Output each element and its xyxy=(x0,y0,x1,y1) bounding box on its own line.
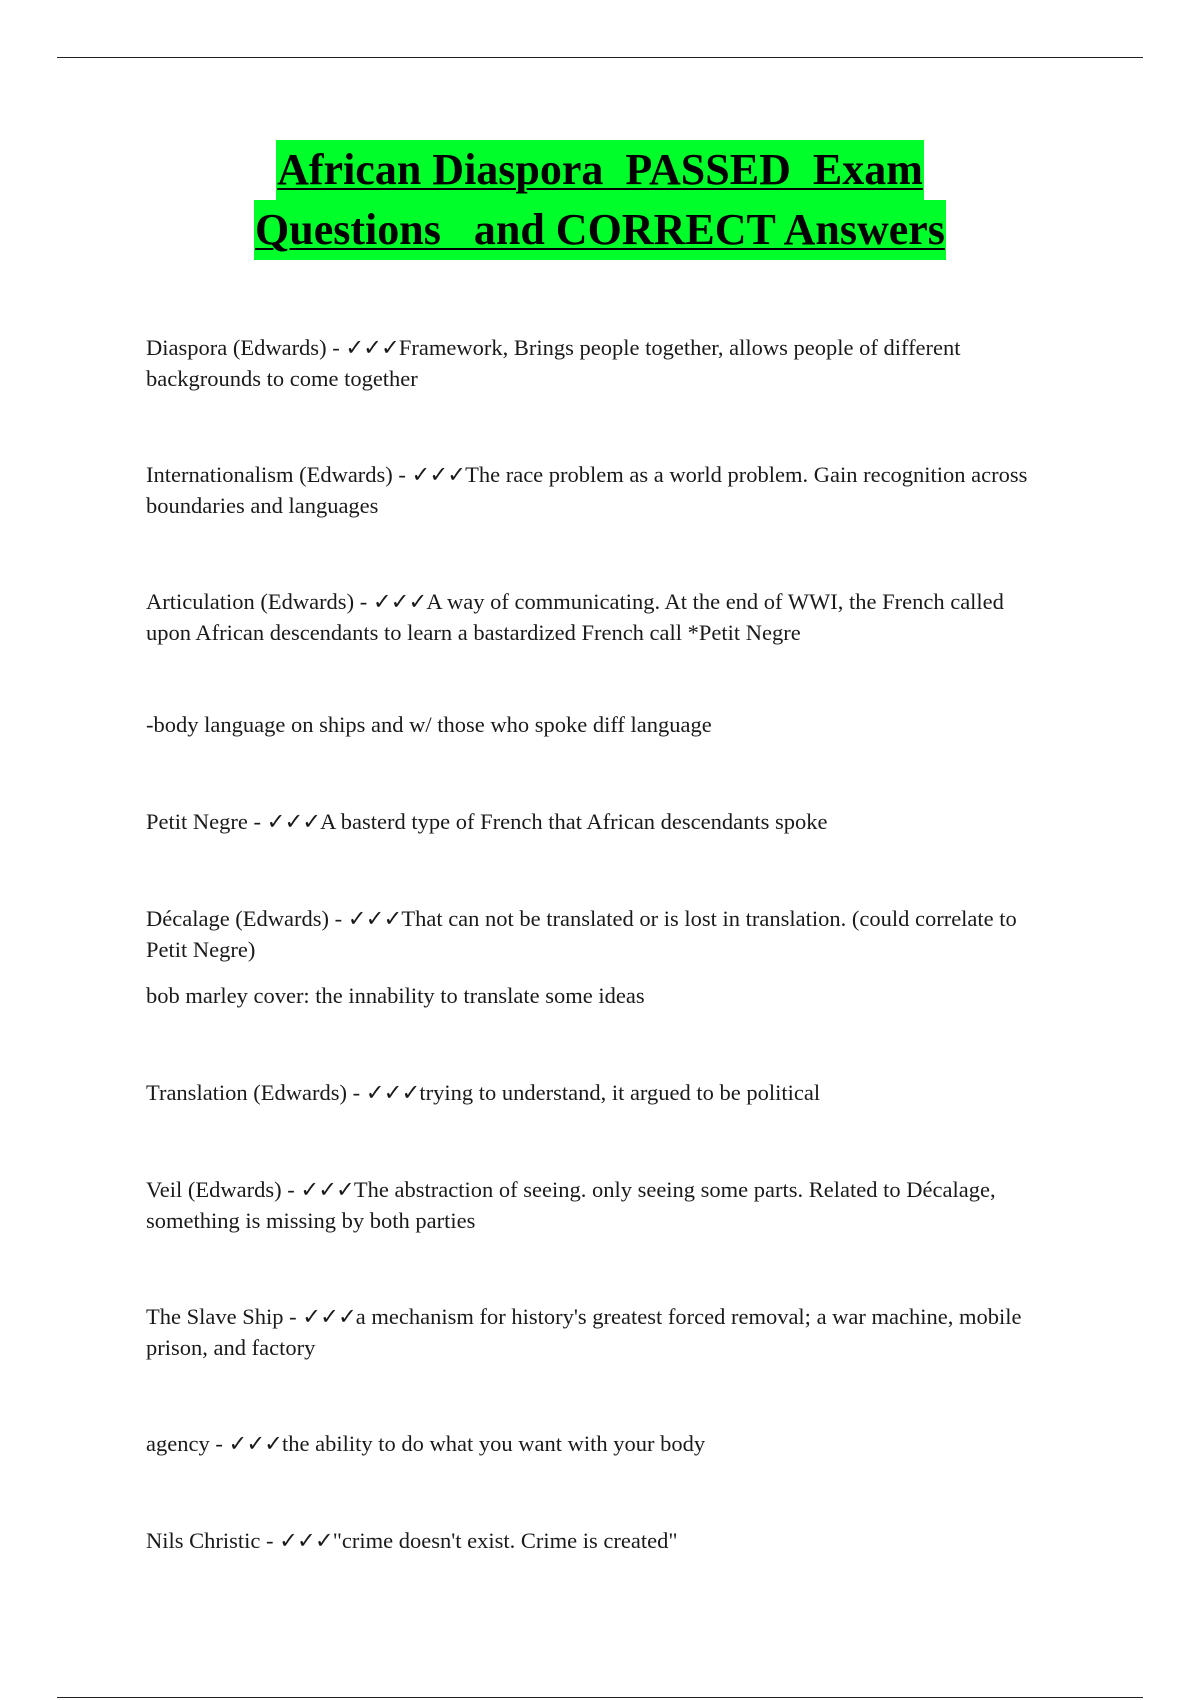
entry-articulation: Articulation (Edwards) - ✓✓✓A way of communicating. At the end of WWI, the French called upon African descendants to learn a bastardized French call *Petit Negre xyxy=(146,589,1004,645)
entry-petit-negre: Petit Negre - ✓✓✓A basterd type of French that African descendants spoke xyxy=(146,809,828,834)
entry-translation: Translation (Edwards) - ✓✓✓trying to understand, it argued to be political xyxy=(146,1080,821,1105)
entry-definition: Framework, Brings people together, allows people of different backgrounds to come together xyxy=(146,335,961,391)
entry-definition: the ability to do what you want with your body xyxy=(282,1431,706,1456)
check-icon: ✓✓✓ xyxy=(365,1080,420,1105)
entry-definition: That can not be translated or is lost in translation. (could correlate to Petit Negre) xyxy=(146,906,1017,962)
entry-internationalism: Internationalism (Edwards) - ✓✓✓The race problem as a world problem. Gain recognition across boundaries and languages xyxy=(146,462,1028,518)
check-icon: ✓✓✓ xyxy=(228,1431,283,1456)
entry-term: Translation (Edwards) xyxy=(146,1080,348,1105)
note-body-language: -body language on ships and w/ those who spoke diff language xyxy=(146,712,712,737)
check-icon: ✓✓✓ xyxy=(266,809,321,834)
entry-nils-christic: Nils Christic - ✓✓✓"crime doesn't exist. Crime is created" xyxy=(146,1528,678,1553)
entry-definition: The abstraction of seeing. only seeing some parts. Related to Décalage, something is missing by both parties xyxy=(146,1177,996,1233)
entry-term: Nils Christic xyxy=(146,1528,261,1553)
bottom-rule xyxy=(57,1697,1143,1698)
entry-definition: A basterd type of French that African descendants spoke xyxy=(320,809,828,834)
entry-term: Décalage (Edwards) xyxy=(146,906,330,931)
title-line-1: African Diaspora PASSED Exam xyxy=(276,140,924,200)
entry-term: Articulation (Edwards) xyxy=(146,589,355,614)
check-icon: ✓✓✓ xyxy=(279,1528,333,1553)
entry-term: The Slave Ship xyxy=(146,1304,284,1329)
entry-term: Internationalism (Edwards) xyxy=(146,462,393,487)
entry-decalage: Décalage (Edwards) - ✓✓✓That can not be translated or is lost in translation. (could correlate to Petit Negre) xyxy=(146,906,1017,962)
entry-definition: A way of communicating. At the end of WWI, the French called upon African descendants to learn a bastardized French call *Petit Negre xyxy=(146,589,1004,645)
entry-definition: trying to understand, it argued to be political xyxy=(419,1080,821,1105)
entry-term: Diaspora (Edwards) xyxy=(146,335,327,360)
check-icon: ✓✓✓ xyxy=(372,589,427,614)
check-icon: ✓✓✓ xyxy=(302,1304,356,1329)
entry-definition: a mechanism for history's greatest forced removal; a war machine, mobile prison, and factory xyxy=(146,1304,1022,1360)
note-bob-marley: bob marley cover: the innability to translate some ideas xyxy=(146,983,645,1008)
entry-veil: Veil (Edwards) - ✓✓✓The abstraction of seeing. only seeing some parts. Related to Décalage, something is missing by both parties xyxy=(146,1177,996,1233)
entry-slave-ship: The Slave Ship - ✓✓✓a mechanism for history's greatest forced removal; a war machine, mobile prison, and factory xyxy=(146,1304,1022,1360)
entry-diaspora: Diaspora (Edwards) - ✓✓✓Framework, Brings people together, allows people of different backgrounds to come together xyxy=(146,335,961,391)
top-rule xyxy=(57,57,1143,58)
check-icon: ✓✓✓ xyxy=(345,335,399,360)
entry-term: Veil (Edwards) xyxy=(146,1177,282,1202)
title-line-2: Questions and CORRECT Answers xyxy=(254,200,946,260)
entry-term: Petit Negre xyxy=(146,809,248,834)
document-title xyxy=(0,140,1200,260)
entry-agency: agency - ✓✓✓the ability to do what you want with your body xyxy=(146,1431,706,1456)
entry-definition: "crime doesn't exist. Crime is created" xyxy=(332,1528,678,1553)
check-icon: ✓✓✓ xyxy=(300,1177,354,1202)
entry-definition: The race problem as a world problem. Gain recognition across boundaries and languages xyxy=(146,462,1028,518)
check-icon: ✓✓✓ xyxy=(411,462,466,487)
entry-term: agency xyxy=(146,1431,210,1456)
check-icon: ✓✓✓ xyxy=(347,906,402,931)
